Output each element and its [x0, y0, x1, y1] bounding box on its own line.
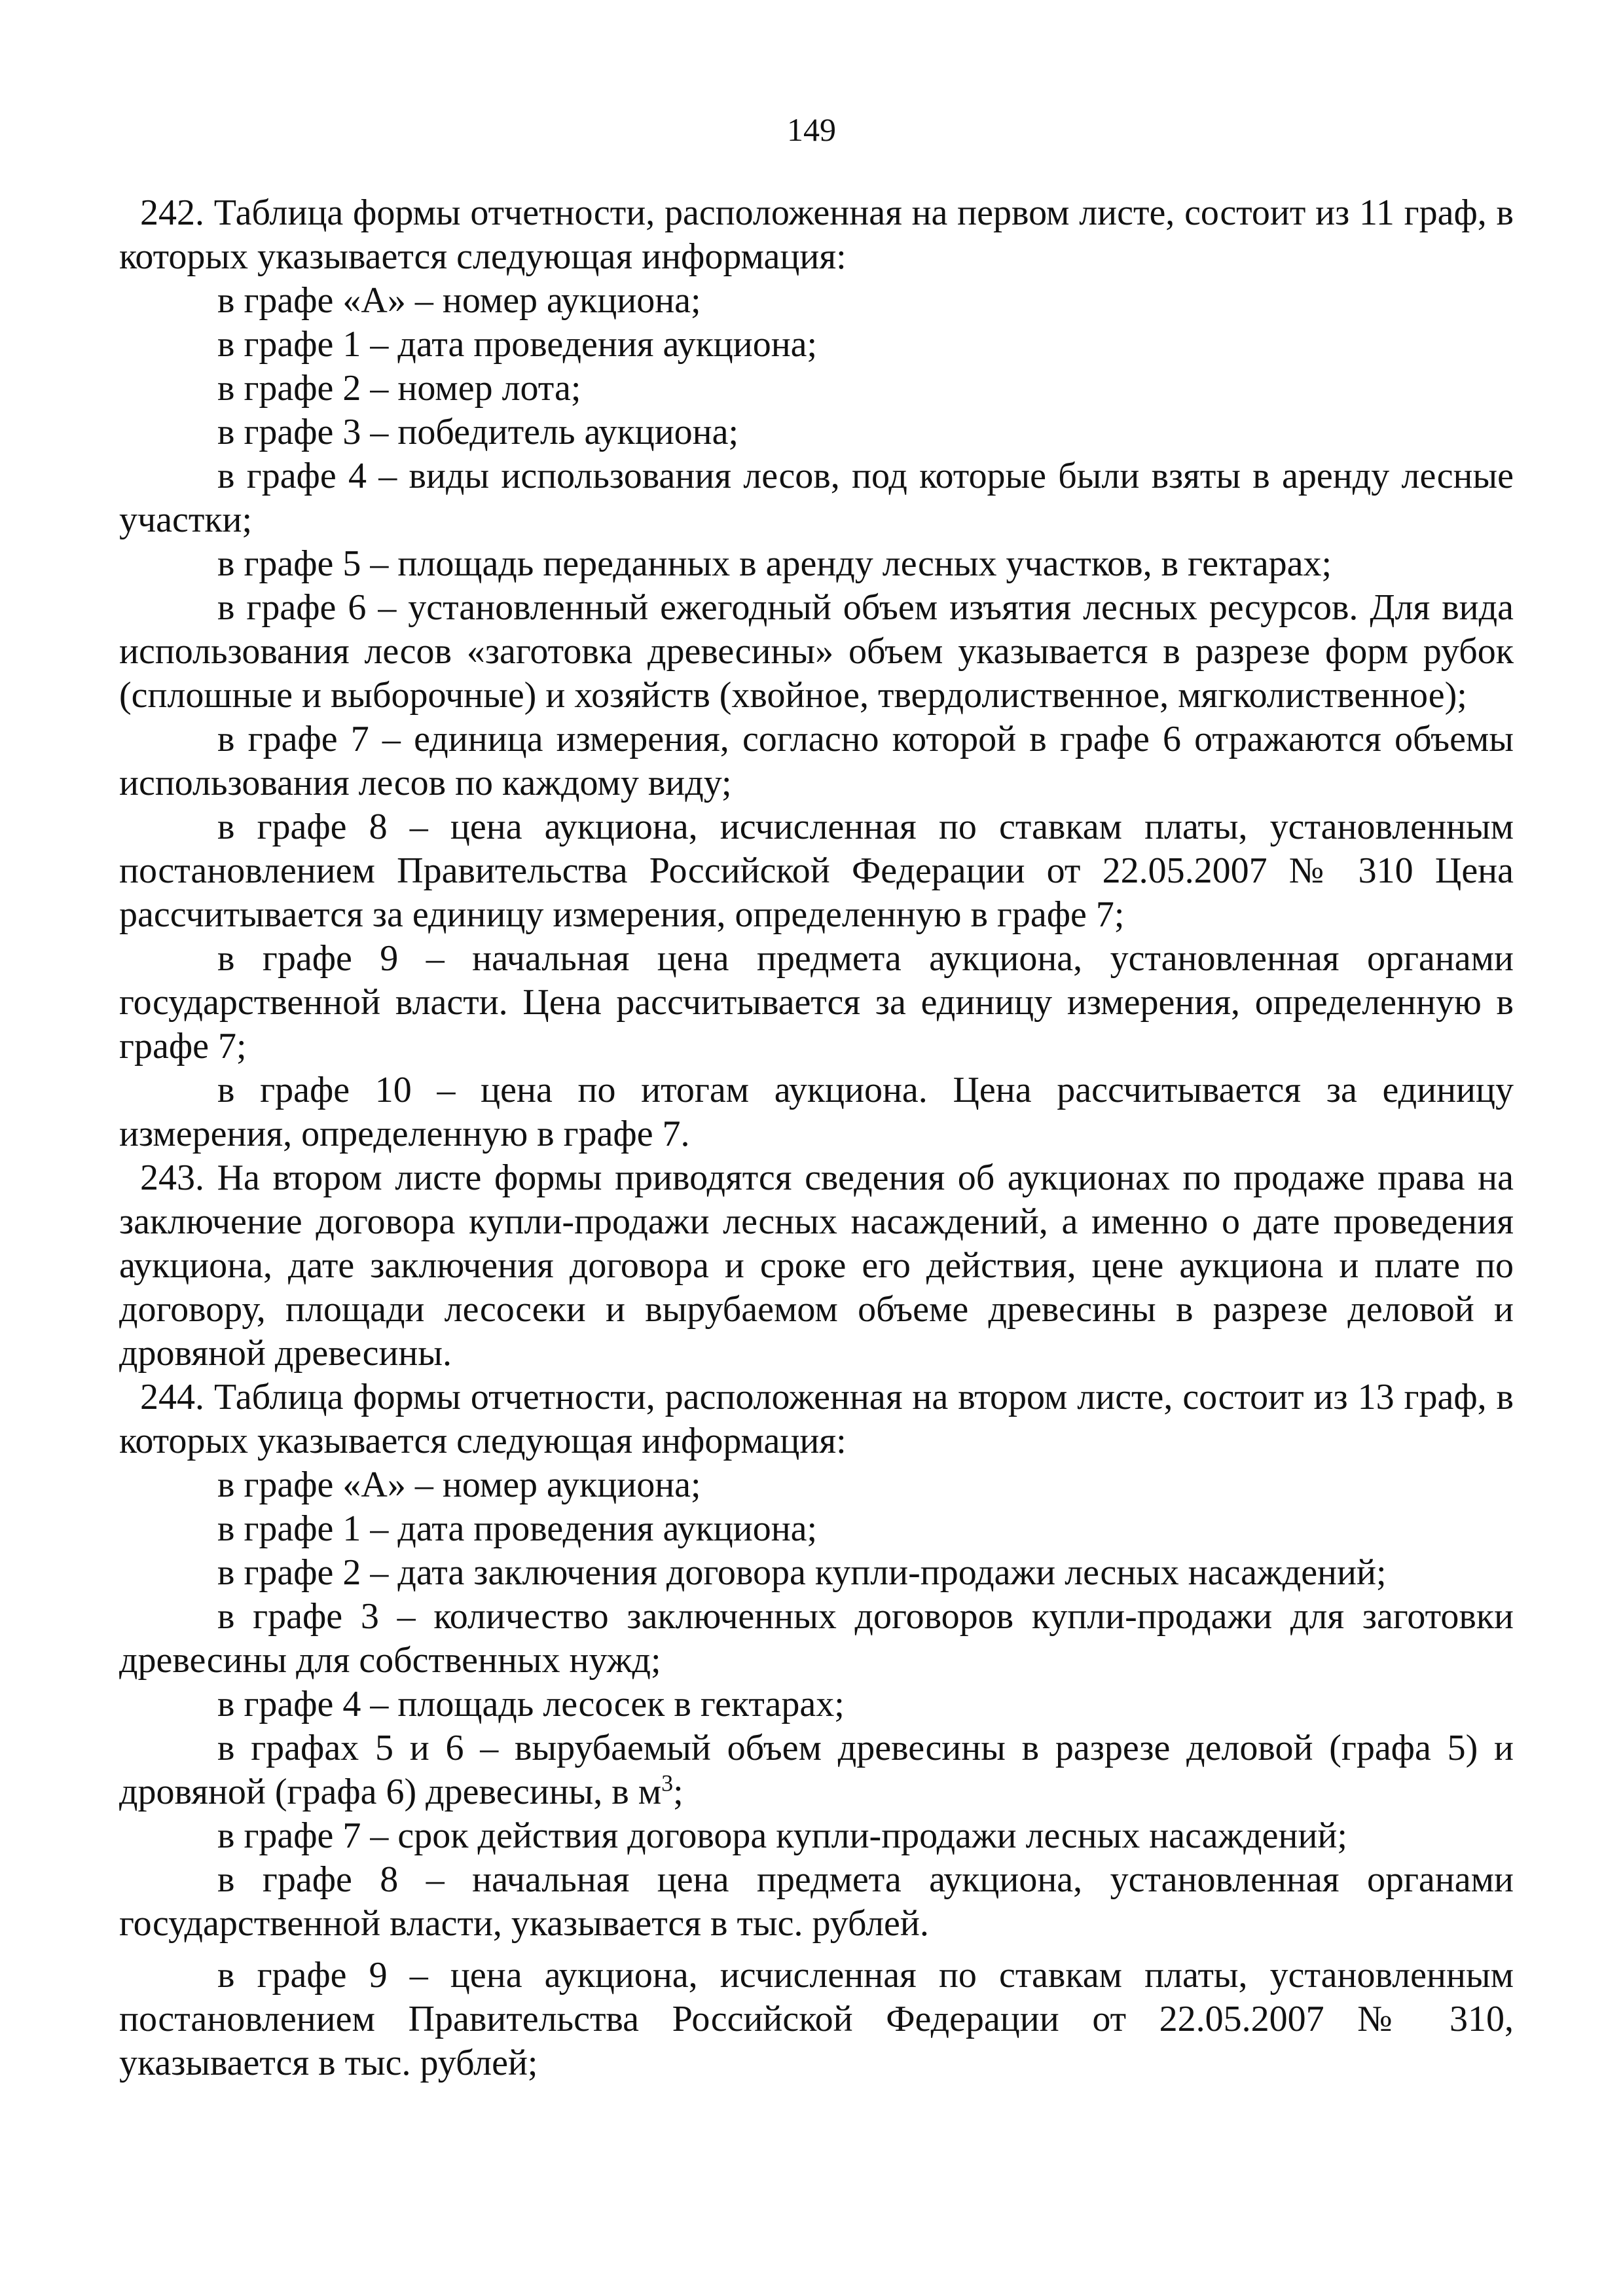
- s244-item-4: в графе 4 – площадь лесосек в гектарах;: [217, 1684, 845, 1724]
- cubic-superscript: 3: [661, 1770, 674, 1796]
- section-244-intro: 244. Таблица формы отчетности, расположенная на втором листе, состоит из 13 граф, в которых указывается следующая информация:: [119, 1377, 1514, 1461]
- s244-item-1: в графе 1 – дата проведения аукциона;: [217, 1508, 818, 1549]
- s242-item-1: в графе 1 – дата проведения аукциона;: [217, 324, 818, 365]
- s242-item-5: в графе 5 – площадь переданных в аренду лесных участков, в гектарах;: [217, 543, 1332, 584]
- s244-item-5-6-text: в графах 5 и 6 – вырубаемый объем древесины в разрезе деловой (графа 5) и дровяной (графа 6) древесины, в м: [119, 1728, 1514, 1812]
- s242-item-7: в графе 7 – единица измерения, согласно которой в графе 6 отражаются объемы использования лесов по каждому виду;: [119, 719, 1514, 803]
- s244-item-a: в графе «А» – номер аукциона;: [217, 1465, 701, 1505]
- s242-item-3: в графе 3 – победитель аукциона;: [217, 412, 739, 452]
- s242-item-a: в графе «А» – номер аукциона;: [217, 280, 701, 321]
- s244-item-5-6: [119, 1726, 1514, 1814]
- s244-item-9: в графе 9 – цена аукциона, исчисленная по ставкам платы, установленным постановлением Правительства Российской Федерации от 22.05.2007 № 310, указывается в тыс. рублей;: [119, 1955, 1514, 2083]
- s244-item-5-6-end: ;: [673, 1772, 684, 1812]
- s244-item-7: в графе 7 – срок действия договора купли-продажи лесных насаждений;: [217, 1815, 1347, 1856]
- s244-item-3: в графе 3 – количество заключенных договоров купли-продажи для заготовки древесины для собственных нужд;: [119, 1596, 1514, 1681]
- document-body: [119, 191, 1514, 2085]
- s242-item-2: в графе 2 – номер лота;: [217, 368, 581, 409]
- s242-item-10: в графе 10 – цена по итогам аукциона. Цена рассчитывается за единицу измерения, определенную в графе 7.: [119, 1070, 1514, 1154]
- s242-item-8: в графе 8 – цена аукциона, исчисленная по ставкам платы, установленным постановлением Правительства Российской Федерации от 22.05.2007 № 310 Цена рассчитывается за единицу измерения, определенную в графе 7;: [119, 807, 1514, 935]
- section-242-intro: 242. Таблица формы отчетности, расположенная на первом листе, состоит из 11 граф, в которых указывается следующая информация:: [119, 192, 1514, 277]
- s244-item-8: в графе 8 – начальная цена предмета аукциона, установленная органами государственной власти, указывается в тыс. рублей.: [119, 1859, 1514, 1944]
- s242-item-6: в графе 6 – установленный ежегодный объем изъятия лесных ресурсов. Для вида использования лесов «заготовка древесины» объем указывается в разрезе форм рубок (сплошные и выборочные) и хозяйств (хвойное, твердолиственное, мягколиственное);: [119, 587, 1514, 716]
- s242-item-9: в графе 9 – начальная цена предмета аукциона, установленная органами государственной власти. Цена рассчитывается за единицу измерения, определенную в графе 7;: [119, 938, 1514, 1066]
- page-number: 149: [787, 111, 836, 148]
- section-243-text: 243. На втором листе формы приводятся сведения об аукционах по продаже права на заключение договора купли-продажи лесных насаждений, а именно о дате проведения аукциона, дате заключения договора и сроке его действия, цене аукциона и плате по договору, площади лесосеки и вырубаемом объеме древесины в разрезе деловой и дровяной древесины.: [119, 1157, 1514, 1374]
- s244-item-2: в графе 2 – дата заключения договора купли-продажи лесных насаждений;: [217, 1552, 1387, 1593]
- s242-item-4: в графе 4 – виды использования лесов, под которые были взяты в аренду лесные участки;: [119, 456, 1514, 540]
